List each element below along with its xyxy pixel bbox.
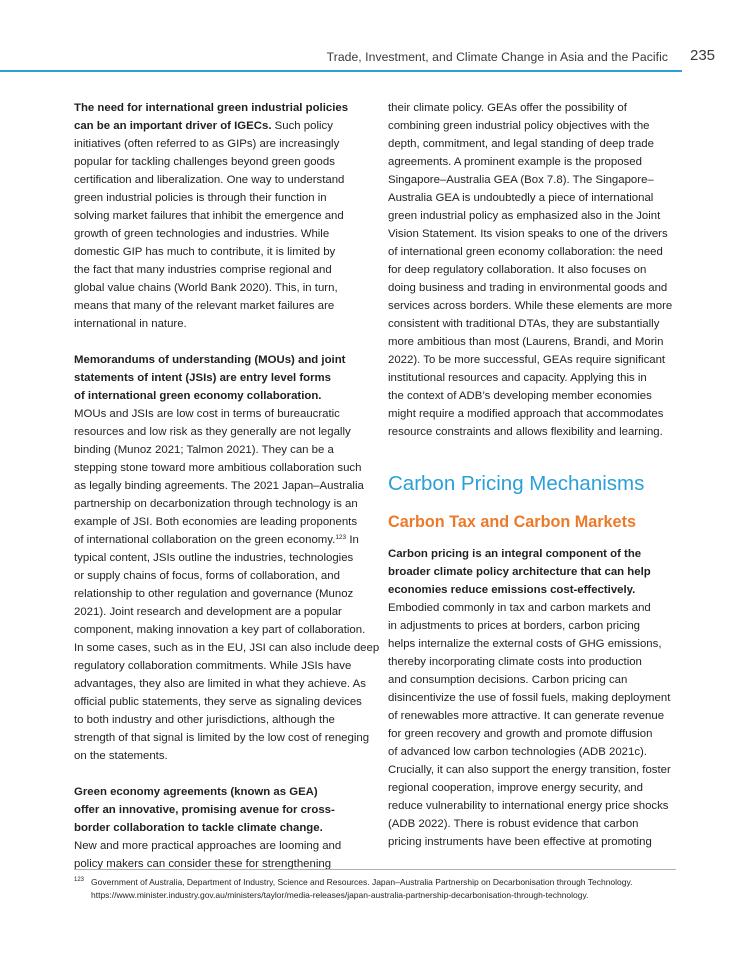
- paragraph-line: green industrial policy as emphasized also in the Joint: [388, 210, 661, 222]
- paragraph-line: their climate policy. GEAs offer the possibility of: [388, 102, 627, 114]
- paragraph-line: and consumption decisions. Carbon pricing can: [388, 674, 628, 686]
- paragraph-heading-line: economies reduce emissions cost-effectively.: [388, 584, 636, 596]
- paragraph-line: binding (Munoz 2021; Talmon 2021). They can be a: [74, 444, 334, 456]
- paragraph-line: 2021). Joint research and development are a popular: [74, 606, 342, 618]
- section-heading: Carbon Pricing Mechanisms: [388, 472, 645, 495]
- paragraph-line: for green recovery and growth and promote diffusion: [388, 728, 653, 740]
- paragraph-line: resource constraints and allows flexibility and learning.: [388, 426, 663, 438]
- paragraph-line: of renewables more attractive. It can generate revenue: [388, 710, 665, 722]
- paragraph-line: global value chains (World Bank 2020). This, in turn,: [74, 282, 338, 294]
- paragraph-line: disincentivize the use of fossil fuels, making deployment: [388, 692, 671, 704]
- paragraph-line: certification and liberalization. One way to understand: [74, 174, 345, 186]
- paragraph-heading-line: offer an innovative, promising avenue for cross-: [74, 804, 335, 816]
- paragraph-line: might require a modified approach that accommodates: [388, 408, 664, 420]
- paragraph-line: combining green industrial policy objectives with the: [388, 120, 650, 132]
- paragraph-line: official public statements, they serve as signaling devices: [74, 696, 362, 708]
- paragraph-line: policy makers can consider these for strengthening: [74, 858, 332, 870]
- paragraph-line: initiatives (often referred to as GIPs) are increasingly: [74, 138, 340, 150]
- paragraph-line: popular for tackling challenges beyond green goods: [74, 156, 335, 168]
- paragraph-text: Such policy: [271, 120, 333, 132]
- paragraph-heading-line: Memorandums of understanding (MOUs) and joint: [74, 354, 346, 366]
- paragraph-line: thereby incorporating climate costs into production: [388, 656, 642, 668]
- page-number: 235: [690, 47, 716, 64]
- subsection-heading: Carbon Tax and Carbon Markets: [388, 513, 636, 531]
- paragraph-line: In some cases, such as in the EU, JSI can also include deep: [74, 642, 380, 654]
- paragraph-line: typical content, JSIs outline the industries, technologies: [74, 552, 354, 564]
- paragraph-line: strength of that signal is limited by the low cost of reneging: [74, 732, 370, 744]
- paragraph-line: resources and low risk as they generally are not legally: [74, 426, 351, 438]
- paragraph-line: pricing instruments have been effective at promoting: [388, 836, 652, 848]
- paragraph-text: of international collaboration on the green economy.: [74, 534, 336, 546]
- paragraph-line: as legally binding agreements. The 2021 Japan–Australia: [74, 480, 364, 492]
- paragraph-line: more ambitious than most (Laurens, Brandi, and Morin: [388, 336, 664, 348]
- paragraph-line: the fact that many industries comprise regional and: [74, 264, 332, 276]
- paragraph-line: of advanced low carbon technologies (ADB 2021c).: [388, 746, 647, 758]
- paragraph-line: international in nature.: [74, 318, 187, 330]
- paragraph-line: means that many of the relevant market failures are: [74, 300, 335, 312]
- paragraph-carbon-pricing: [388, 545, 688, 851]
- left-column: [74, 99, 380, 873]
- paragraph-line: example of JSI. Both economies are leading proponents: [74, 516, 358, 528]
- paragraph-line: doing business and trading in environmental goods and: [388, 282, 668, 294]
- paragraph-heading-line: The need for international green industrial policies: [74, 102, 349, 114]
- paragraph-line: green industrial policies is through their function in: [74, 192, 327, 204]
- right-column-top: [388, 99, 688, 441]
- paragraph-heading-line: Carbon pricing is an integral component of the: [388, 548, 642, 560]
- paragraph-gap: [74, 333, 372, 351]
- paragraph-line: depth, commitment, and legal standing of deep trade: [388, 138, 654, 150]
- paragraph-line: helps internalize the external costs of GHG emissions,: [388, 638, 662, 650]
- paragraph-line: for deep regulatory collaboration. It also focuses on: [388, 264, 647, 276]
- paragraph-green-economy-agreements: [74, 783, 372, 873]
- paragraph-line: New and more practical approaches are looming and: [74, 840, 342, 852]
- paragraph-line: relationship to other regulation and governance (Munoz: [74, 588, 354, 600]
- paragraph-heading-line: broader climate policy architecture that can help: [388, 566, 651, 578]
- paragraph-line: domestic GIP has much to contribute, it is limited by: [74, 246, 336, 258]
- paragraph-line: component, making innovation a key part of collaboration.: [74, 624, 366, 636]
- paragraph-line: services across borders. While these elements are more: [388, 300, 673, 312]
- paragraph-line: Australia GEA is undoubtedly a piece of international: [388, 192, 654, 204]
- paragraph-line: reduce vulnerability to international energy price shocks: [388, 800, 669, 812]
- paragraph-line: to both industry and other jurisdictions, although the: [74, 714, 335, 726]
- paragraph-line: on the statements.: [74, 750, 168, 762]
- paragraph-green-industrial-policies: [74, 99, 372, 333]
- paragraph-line: institutional resources and capacity. Applying this in: [388, 372, 647, 384]
- paragraph-line: solving market failures that inhibit the emergence and: [74, 210, 344, 222]
- paragraph-line: MOUs and JSIs are low cost in terms of bureaucratic: [74, 408, 340, 420]
- footnote: [74, 876, 684, 902]
- paragraph-heading-line: of international green economy collaboration.: [74, 390, 322, 402]
- paragraph-line: (ADB 2022). There is robust evidence that carbon: [388, 818, 639, 830]
- paragraph-heading-line: border collaboration to tackle climate change.: [74, 822, 323, 834]
- paragraph-line: growth of green technologies and industries. While: [74, 228, 330, 240]
- paragraph-line: regional cooperation, improve energy security, and: [388, 782, 643, 794]
- paragraph-heading-line: can be an important driver of IGECs.: [74, 120, 272, 132]
- running-header-title: Trade, Investment, and Climate Change in Asia and the Pacific: [326, 50, 668, 64]
- paragraph-line: in adjustments to prices at borders, carbon pricing: [388, 620, 640, 632]
- paragraph-line: or supply chains of focus, forms of collaboration, and: [74, 570, 340, 582]
- footnote-number: 123: [74, 877, 85, 883]
- paragraph-gea-continuation: [388, 99, 688, 441]
- header-rule: [0, 70, 682, 72]
- paragraph-line: the context of ADB’s developing member economies: [388, 390, 652, 402]
- paragraph-line: [74, 117, 372, 135]
- right-column-bottom: [388, 545, 688, 851]
- paragraph-line: regulatory collaboration commitments. While JSIs have: [74, 660, 352, 672]
- paragraph-line: Vision Statement. Its vision speaks to one of the drivers: [388, 228, 668, 240]
- paragraph-mous-and-jsis: [74, 351, 380, 765]
- paragraph-gap: [74, 765, 372, 783]
- paragraph-line: 2022). To be more successful, GEAs require significant: [388, 354, 666, 366]
- footnote-line: Government of Australia, Department of Industry, Science and Resources. Japan–Australia Partnership on Decarbonisation through Technology.: [91, 877, 633, 887]
- paragraph-line: Singapore–Australia GEA (Box 7.8). The Singapore–: [388, 174, 654, 186]
- paragraph-line: agreements. A prominent example is the proposed: [388, 156, 642, 168]
- paragraph-text: In: [346, 534, 359, 546]
- paragraph-line: stepping stone toward more ambitious collaboration such: [74, 462, 362, 474]
- paragraph-line: consistent with traditional DTAs, they are substantially: [388, 318, 660, 330]
- paragraph-line: Embodied commonly in tax and carbon markets and: [388, 602, 651, 614]
- footnote-text: [91, 876, 684, 902]
- footnote-rule: [74, 869, 676, 870]
- footnote-reference[interactable]: 123: [335, 534, 347, 541]
- paragraph-line: of international green economy collaboration: the need: [388, 246, 663, 258]
- paragraph-line: advantages, they also are limited in what they achieve. As: [74, 678, 366, 690]
- paragraph-line: [74, 531, 372, 549]
- paragraph-heading-line: statements of intent (JSIs) are entry level forms: [74, 372, 332, 384]
- paragraph-line: partnership on decarbonization through technology is an: [74, 498, 358, 510]
- paragraph-line: Crucially, it can also support the energy transition, foster: [388, 764, 671, 776]
- footnote-link[interactable]: https://www.minister.industry.gov.au/ministers/taylor/media-releases/japan-australia-partnership-decarbonisation-through-technology.: [91, 890, 589, 900]
- paragraph-heading-line: Green economy agreements (known as GEA): [74, 786, 318, 798]
